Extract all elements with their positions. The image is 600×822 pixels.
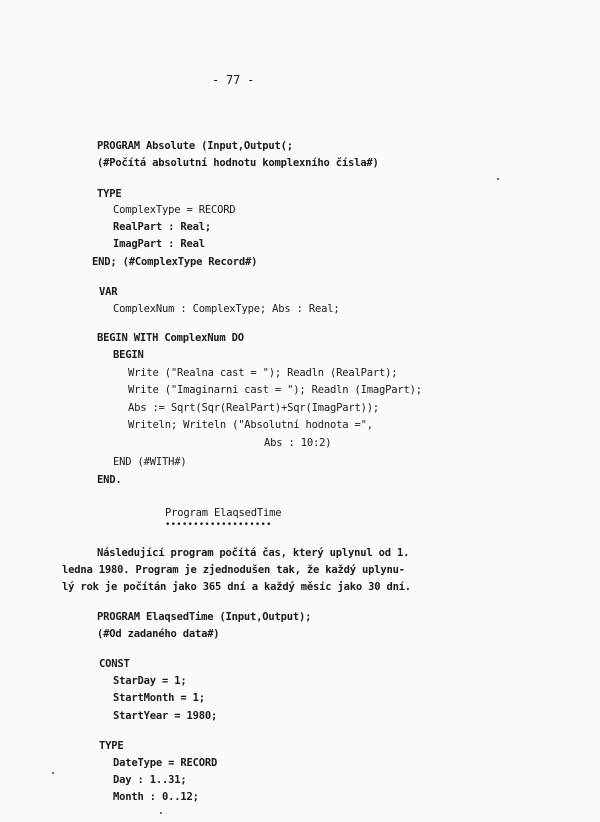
program1-comment: (#Počítá absolutní hodnotu komplexního čísla#) xyxy=(97,157,379,169)
program2-type-decl: DateType = RECORD xyxy=(113,757,218,769)
program2-const-3: StartYear = 1980; xyxy=(113,710,218,722)
program2-title-underline: ••••••••••••••••••• xyxy=(165,520,272,530)
program1-begin-with: BEGIN WITH ComplexNum DO xyxy=(97,332,244,344)
program2-const-2: StartMonth = 1; xyxy=(113,692,205,704)
program1-field-real: RealPart : Real; xyxy=(113,221,211,233)
program1-field-imag: ImagPart : Real xyxy=(113,238,205,250)
program2-type-keyword: TYPE xyxy=(99,740,124,752)
program2-title: Program ElaqsedTime xyxy=(165,507,282,519)
scan-speck xyxy=(52,772,54,774)
program1-stmt-3: Abs := Sqrt(Sqr(RealPart)+Sqr(ImagPart)); xyxy=(128,402,379,414)
program1-end-with: END (#WITH#) xyxy=(113,456,187,468)
program2-field-day: Day : 1..31; xyxy=(113,774,187,786)
program1-stmt-4-cont: Abs : 10:2) xyxy=(264,437,332,449)
program1-type-keyword: TYPE xyxy=(97,188,122,200)
program1-stmt-2: Write ("Imaginarni cast = "); Readln (ImagPart); xyxy=(128,384,422,396)
program1-var-keyword: VAR xyxy=(99,286,118,298)
program2-paragraph-line-1: Následující program počítá čas, který uplynul od 1. xyxy=(97,547,410,559)
program2-comment: (#Od zadaného data#) xyxy=(97,628,220,640)
program2-paragraph-line-2: ledna 1980. Program je zjednodušen tak, že každý uplynu- xyxy=(62,564,405,576)
program1-stmt-4: Writeln; Writeln ("Absolutní hodnota =", xyxy=(128,419,373,431)
program2-field-month: Month : 0..12; xyxy=(113,791,199,803)
scan-speck xyxy=(160,812,162,814)
page-number: - 77 - xyxy=(212,73,255,87)
program1-begin: BEGIN xyxy=(113,349,144,361)
program2-header: PROGRAM ElaqsedTime (Input,Output); xyxy=(97,611,312,623)
program2-const-keyword: CONST xyxy=(99,658,130,670)
scan-speck xyxy=(497,178,499,180)
program1-type-decl: ComplexType = RECORD xyxy=(113,204,236,216)
program2-const-1: StarDay = 1; xyxy=(113,675,187,687)
program1-end-record: END; (#ComplexType Record#) xyxy=(92,256,258,268)
program1-var-decl: ComplexNum : ComplexType; Abs : Real; xyxy=(113,303,340,315)
program1-end: END. xyxy=(97,474,122,486)
program2-paragraph-line-3: lý rok je počítán jako 365 dní a každý měsíc jako 30 dní. xyxy=(62,581,411,593)
program1-header: PROGRAM Absolute (Input,Output(; xyxy=(97,140,293,152)
program1-stmt-1: Write ("Realna cast = "); Readln (RealPart); xyxy=(128,367,398,379)
